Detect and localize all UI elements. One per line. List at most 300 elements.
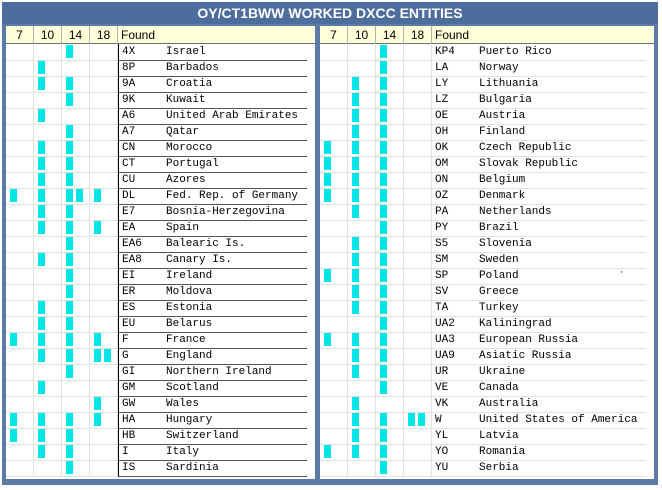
band-cell-14: [376, 332, 404, 349]
entity-prefix: GI: [122, 366, 136, 378]
entity-row[interactable]: [320, 364, 654, 380]
band-worked-marker: [352, 141, 359, 154]
entity-row[interactable]: [6, 172, 315, 188]
entity-row[interactable]: [320, 172, 654, 188]
band-worked-marker: [324, 445, 331, 458]
band-cell-10: [34, 220, 62, 237]
band-cell-10: [34, 188, 62, 205]
entity-row[interactable]: [320, 268, 654, 284]
band-worked-marker: [324, 157, 331, 170]
band-worked-marker: [66, 221, 73, 234]
band-worked-marker: [38, 301, 45, 314]
band-cell-14: [376, 284, 404, 301]
band-worked-marker: [352, 77, 359, 90]
entity-row[interactable]: [320, 428, 654, 444]
entity-name: Austria: [479, 110, 526, 122]
band-cell-10: [34, 284, 62, 301]
entity-prefix: G: [122, 350, 129, 362]
band-cell-18: [90, 44, 118, 61]
band-worked-marker: [380, 45, 387, 58]
entity-name: Barbados: [166, 62, 219, 74]
found-cell: [432, 460, 646, 477]
band-cell-14: [376, 300, 404, 317]
entity-name: Sardinia: [166, 462, 219, 474]
entity-prefix: VE: [435, 382, 449, 394]
band-worked-marker: [380, 77, 387, 90]
band-cell-18: [90, 124, 118, 141]
entity-prefix: S5: [435, 238, 449, 250]
band-cell-7: [6, 108, 34, 125]
entity-name: Wales: [166, 398, 200, 410]
band-cell-7: [320, 284, 348, 301]
band-cell-18: [404, 348, 432, 365]
band-cell-7: [320, 380, 348, 397]
entity-row[interactable]: [320, 220, 654, 236]
band-cell-18: [404, 156, 432, 173]
found-cell: [432, 428, 646, 445]
band-worked-marker: [418, 413, 425, 426]
band-cell-14: [62, 188, 90, 205]
band-worked-marker: [380, 173, 387, 186]
band-cell-7: [320, 332, 348, 349]
entity-name: United Arab Emirates: [166, 110, 299, 122]
band-cell-14: [62, 220, 90, 237]
band-cell-14: [376, 364, 404, 381]
entity-prefix: OK: [435, 142, 449, 154]
entity-row[interactable]: [6, 412, 315, 428]
band-worked-marker: [94, 349, 101, 362]
entity-name: Balearic Is.: [166, 238, 246, 250]
left-column-header: [6, 26, 315, 44]
band-cell-7: [6, 300, 34, 317]
entity-row[interactable]: [6, 124, 315, 140]
entity-row[interactable]: [320, 44, 654, 60]
entity-name: Israel: [166, 46, 206, 58]
found-cell: [432, 300, 646, 317]
band-cell-10: [348, 220, 376, 237]
entity-prefix: SP: [435, 270, 449, 282]
entity-row[interactable]: [6, 76, 315, 92]
entity-row[interactable]: [320, 444, 654, 460]
band-cell-7: [6, 316, 34, 333]
band-cell-14: [376, 60, 404, 77]
band-worked-marker: [66, 429, 73, 442]
entity-row[interactable]: [320, 140, 654, 156]
entity-prefix: YO: [435, 446, 449, 458]
entity-row[interactable]: [320, 396, 654, 412]
entity-prefix: CU: [122, 174, 136, 186]
band-cell-7: [320, 76, 348, 93]
band-worked-marker: [66, 45, 73, 58]
band-cell-10: [348, 92, 376, 109]
entity-row[interactable]: [320, 252, 654, 268]
band-cell-10: [34, 396, 62, 413]
band-cell-7: [6, 124, 34, 141]
entity-row[interactable]: [320, 412, 654, 428]
band-cell-18: [90, 268, 118, 285]
entity-prefix: VK: [435, 398, 449, 410]
band-worked-marker: [380, 445, 387, 458]
entity-row[interactable]: [6, 140, 315, 156]
band-cell-18: [404, 188, 432, 205]
found-cell: [432, 236, 646, 253]
found-cell: [118, 252, 307, 269]
found-cell: [432, 204, 646, 221]
band-cell-14: [62, 348, 90, 365]
band-worked-marker: [66, 413, 73, 426]
entity-name: Portugal: [166, 158, 219, 170]
entity-row[interactable]: [6, 444, 315, 460]
band-cell-18: [404, 108, 432, 125]
band-cell-7: [320, 444, 348, 461]
entity-row[interactable]: [320, 348, 654, 364]
entity-row[interactable]: [320, 300, 654, 316]
entity-row[interactable]: [320, 380, 654, 396]
entity-row[interactable]: [6, 156, 315, 172]
band-cell-18: [90, 380, 118, 397]
entity-prefix: 9A: [122, 78, 136, 90]
band-cell-10: [348, 396, 376, 413]
entity-row[interactable]: [320, 108, 654, 124]
entity-name: Slovak Republic: [479, 158, 579, 170]
entity-row[interactable]: [6, 332, 315, 348]
entity-name: Italy: [166, 446, 200, 458]
entity-prefix: KP4: [435, 46, 455, 58]
found-cell: [432, 140, 646, 157]
band-cell-14: [62, 236, 90, 253]
found-cell: [432, 156, 646, 173]
entity-prefix: OM: [435, 158, 449, 170]
entity-name: Kuwait: [166, 94, 206, 106]
band-worked-marker: [94, 397, 101, 410]
band-cell-10: [34, 108, 62, 125]
entity-prefix: EU: [122, 318, 136, 330]
band-worked-marker: [38, 317, 45, 330]
band-worked-marker: [66, 253, 73, 266]
band-worked-marker: [66, 445, 73, 458]
band-cell-10: [348, 108, 376, 125]
band-cell-14: [376, 172, 404, 189]
band-cell-10: [34, 92, 62, 109]
band-worked-marker: [104, 349, 111, 362]
band-worked-marker: [38, 253, 45, 266]
band-cell-10: [34, 204, 62, 221]
entity-row[interactable]: [6, 396, 315, 412]
band-worked-marker: [352, 333, 359, 346]
entity-prefix: A6: [122, 110, 136, 122]
entity-row[interactable]: [320, 156, 654, 172]
entity-name: United States of America: [479, 414, 638, 426]
found-cell: [432, 316, 646, 333]
column-header-7[interactable]: 7: [6, 26, 34, 44]
band-cell-7: [320, 316, 348, 333]
band-cell-14: [376, 140, 404, 157]
entity-prefix: E7: [122, 206, 136, 218]
column-header-14[interactable]: 14: [62, 26, 90, 44]
band-worked-marker: [352, 429, 359, 442]
band-worked-marker: [380, 93, 387, 106]
band-cell-10: [34, 380, 62, 397]
entity-prefix: PY: [435, 222, 449, 234]
band-cell-7: [6, 252, 34, 269]
entity-name: Ukraine: [479, 366, 526, 378]
band-cell-7: [320, 140, 348, 157]
column-header-7[interactable]: 7: [320, 26, 348, 44]
band-cell-10: [348, 460, 376, 477]
band-worked-marker: [380, 189, 387, 202]
band-cell-14: [62, 284, 90, 301]
found-cell: [118, 236, 307, 253]
entity-prefix: 8P: [122, 62, 136, 74]
band-worked-marker: [66, 93, 73, 106]
entity-prefix: ON: [435, 174, 449, 186]
band-cell-18: [90, 236, 118, 253]
entity-name: Switzerland: [166, 430, 239, 442]
band-cell-7: [6, 44, 34, 61]
entity-row[interactable]: [6, 428, 315, 444]
entity-row[interactable]: [6, 236, 315, 252]
band-worked-marker: [38, 109, 45, 122]
band-cell-18: [90, 172, 118, 189]
band-cell-14: [62, 444, 90, 461]
band-worked-marker: [324, 189, 331, 202]
right-grid-panel: [320, 26, 654, 479]
entity-row[interactable]: [6, 380, 315, 396]
entity-row[interactable]: [320, 76, 654, 92]
band-cell-7: [320, 364, 348, 381]
band-cell-10: [34, 172, 62, 189]
band-cell-7: [6, 204, 34, 221]
entity-row[interactable]: [6, 108, 315, 124]
entity-prefix: OZ: [435, 190, 449, 202]
band-cell-14: [62, 460, 90, 477]
band-cell-7: [6, 332, 34, 349]
entity-prefix: YU: [435, 462, 449, 474]
entity-prefix: GM: [122, 382, 136, 394]
band-worked-marker: [66, 173, 73, 186]
band-cell-18: [90, 396, 118, 413]
found-cell: [118, 124, 307, 141]
band-worked-marker: [38, 157, 45, 170]
band-worked-marker: [380, 317, 387, 330]
band-cell-7: [320, 220, 348, 237]
band-cell-10: [348, 268, 376, 285]
found-cell: [432, 268, 646, 285]
band-cell-14: [62, 380, 90, 397]
band-worked-marker: [66, 157, 73, 170]
left-rows: [6, 44, 315, 476]
band-cell-10: [348, 140, 376, 157]
band-cell-7: [320, 108, 348, 125]
band-worked-marker: [380, 157, 387, 170]
band-cell-18: [90, 156, 118, 173]
band-cell-18: [90, 412, 118, 429]
found-cell: [118, 332, 307, 349]
band-cell-18: [90, 188, 118, 205]
entity-name: Norway: [479, 62, 519, 74]
band-cell-7: [320, 348, 348, 365]
band-cell-18: [404, 380, 432, 397]
entity-row[interactable]: [320, 460, 654, 476]
entity-row[interactable]: [6, 220, 315, 236]
entity-row[interactable]: [320, 188, 654, 204]
band-cell-18: [90, 220, 118, 237]
entity-row[interactable]: [6, 252, 315, 268]
entity-name: Asiatic Russia: [479, 350, 572, 362]
entity-row[interactable]: [320, 332, 654, 348]
band-cell-10: [348, 316, 376, 333]
band-cell-10: [348, 44, 376, 61]
band-worked-marker: [66, 461, 73, 474]
entity-row[interactable]: [6, 60, 315, 76]
entity-prefix: EA8: [122, 254, 142, 266]
band-cell-14: [376, 444, 404, 461]
band-worked-marker: [380, 125, 387, 138]
entity-name: Australia: [479, 398, 539, 410]
entity-row[interactable]: [6, 316, 315, 332]
entity-row[interactable]: [320, 204, 654, 220]
entity-name: Belarus: [166, 318, 213, 330]
column-header-18[interactable]: 18: [90, 26, 118, 44]
band-cell-7: [320, 60, 348, 77]
entity-row[interactable]: [6, 188, 315, 204]
entity-prefix: 9K: [122, 94, 136, 106]
entity-row[interactable]: [6, 460, 315, 476]
band-worked-marker: [380, 269, 387, 282]
band-cell-10: [348, 156, 376, 173]
band-cell-7: [6, 140, 34, 157]
column-header-18[interactable]: 18: [404, 26, 432, 44]
band-cell-10: [348, 204, 376, 221]
band-cell-18: [404, 124, 432, 141]
band-cell-14: [376, 460, 404, 477]
entity-row[interactable]: [6, 364, 315, 380]
band-cell-7: [6, 284, 34, 301]
found-cell: [432, 124, 646, 141]
band-worked-marker: [38, 61, 45, 74]
entity-row[interactable]: [6, 92, 315, 108]
column-header-14[interactable]: 14: [376, 26, 404, 44]
band-worked-marker: [324, 141, 331, 154]
column-header-10[interactable]: 10: [34, 26, 62, 44]
band-cell-10: [348, 412, 376, 429]
band-cell-18: [404, 412, 432, 429]
band-cell-10: [348, 428, 376, 445]
entity-prefix: W: [435, 414, 442, 426]
entity-prefix: I: [122, 446, 129, 458]
band-cell-14: [62, 108, 90, 125]
band-cell-10: [348, 252, 376, 269]
entity-row[interactable]: [320, 284, 654, 300]
found-cell: [118, 204, 307, 221]
band-cell-10: [348, 380, 376, 397]
band-cell-14: [376, 380, 404, 397]
entity-name: Kaliningrad: [479, 318, 552, 330]
found-cell: [118, 364, 307, 381]
found-cell: [118, 428, 307, 445]
column-header-found[interactable]: Found: [121, 28, 156, 42]
band-cell-7: [6, 396, 34, 413]
band-cell-7: [6, 444, 34, 461]
band-worked-marker: [352, 365, 359, 378]
band-cell-10: [34, 300, 62, 317]
found-cell: [432, 76, 646, 93]
band-cell-7: [320, 268, 348, 285]
entity-name: Fed. Rep. of Germany: [166, 190, 299, 202]
band-worked-marker: [38, 445, 45, 458]
entity-name: Finland: [479, 126, 526, 138]
band-worked-marker: [352, 253, 359, 266]
entity-row[interactable]: [320, 316, 654, 332]
band-cell-7: [320, 44, 348, 61]
band-cell-14: [376, 92, 404, 109]
entity-row[interactable]: [320, 92, 654, 108]
band-worked-marker: [352, 301, 359, 314]
found-cell: [432, 60, 646, 77]
column-header-10[interactable]: 10: [348, 26, 376, 44]
band-cell-7: [320, 460, 348, 477]
band-worked-marker: [352, 93, 359, 106]
band-worked-marker: [380, 365, 387, 378]
entity-row[interactable]: [6, 284, 315, 300]
band-cell-7: [6, 236, 34, 253]
band-cell-14: [62, 396, 90, 413]
entity-row[interactable]: [320, 236, 654, 252]
band-cell-14: [376, 268, 404, 285]
band-cell-7: [6, 172, 34, 189]
band-cell-18: [404, 364, 432, 381]
band-cell-14: [62, 140, 90, 157]
entity-name: Romania: [479, 446, 526, 458]
band-cell-7: [320, 92, 348, 109]
column-header-found[interactable]: Found: [435, 28, 470, 42]
band-cell-10: [348, 124, 376, 141]
band-worked-marker: [66, 349, 73, 362]
band-cell-7: [320, 252, 348, 269]
found-cell: [432, 284, 646, 301]
found-cell: [118, 412, 307, 429]
band-cell-14: [62, 364, 90, 381]
band-cell-10: [34, 236, 62, 253]
band-cell-14: [62, 60, 90, 77]
entity-row[interactable]: [320, 60, 654, 76]
band-cell-18: [404, 140, 432, 157]
band-cell-18: [404, 332, 432, 349]
entity-row[interactable]: [6, 204, 315, 220]
entity-prefix: A7: [122, 126, 136, 138]
band-worked-marker: [352, 157, 359, 170]
band-cell-14: [62, 172, 90, 189]
entity-name: Lithuania: [479, 78, 539, 90]
entity-row[interactable]: [320, 124, 654, 140]
band-worked-marker: [380, 461, 387, 474]
entity-row[interactable]: [6, 268, 315, 284]
band-cell-18: [90, 76, 118, 93]
found-cell: [118, 284, 307, 301]
entity-row[interactable]: [6, 300, 315, 316]
entity-row[interactable]: [6, 44, 315, 60]
band-worked-marker: [94, 333, 101, 346]
band-cell-18: [404, 268, 432, 285]
band-worked-marker: [10, 429, 17, 442]
entity-row[interactable]: [6, 348, 315, 364]
band-worked-marker: [66, 285, 73, 298]
band-cell-7: [6, 412, 34, 429]
band-worked-marker: [66, 269, 73, 282]
band-cell-7: [320, 236, 348, 253]
band-cell-10: [34, 124, 62, 141]
band-cell-10: [34, 428, 62, 445]
